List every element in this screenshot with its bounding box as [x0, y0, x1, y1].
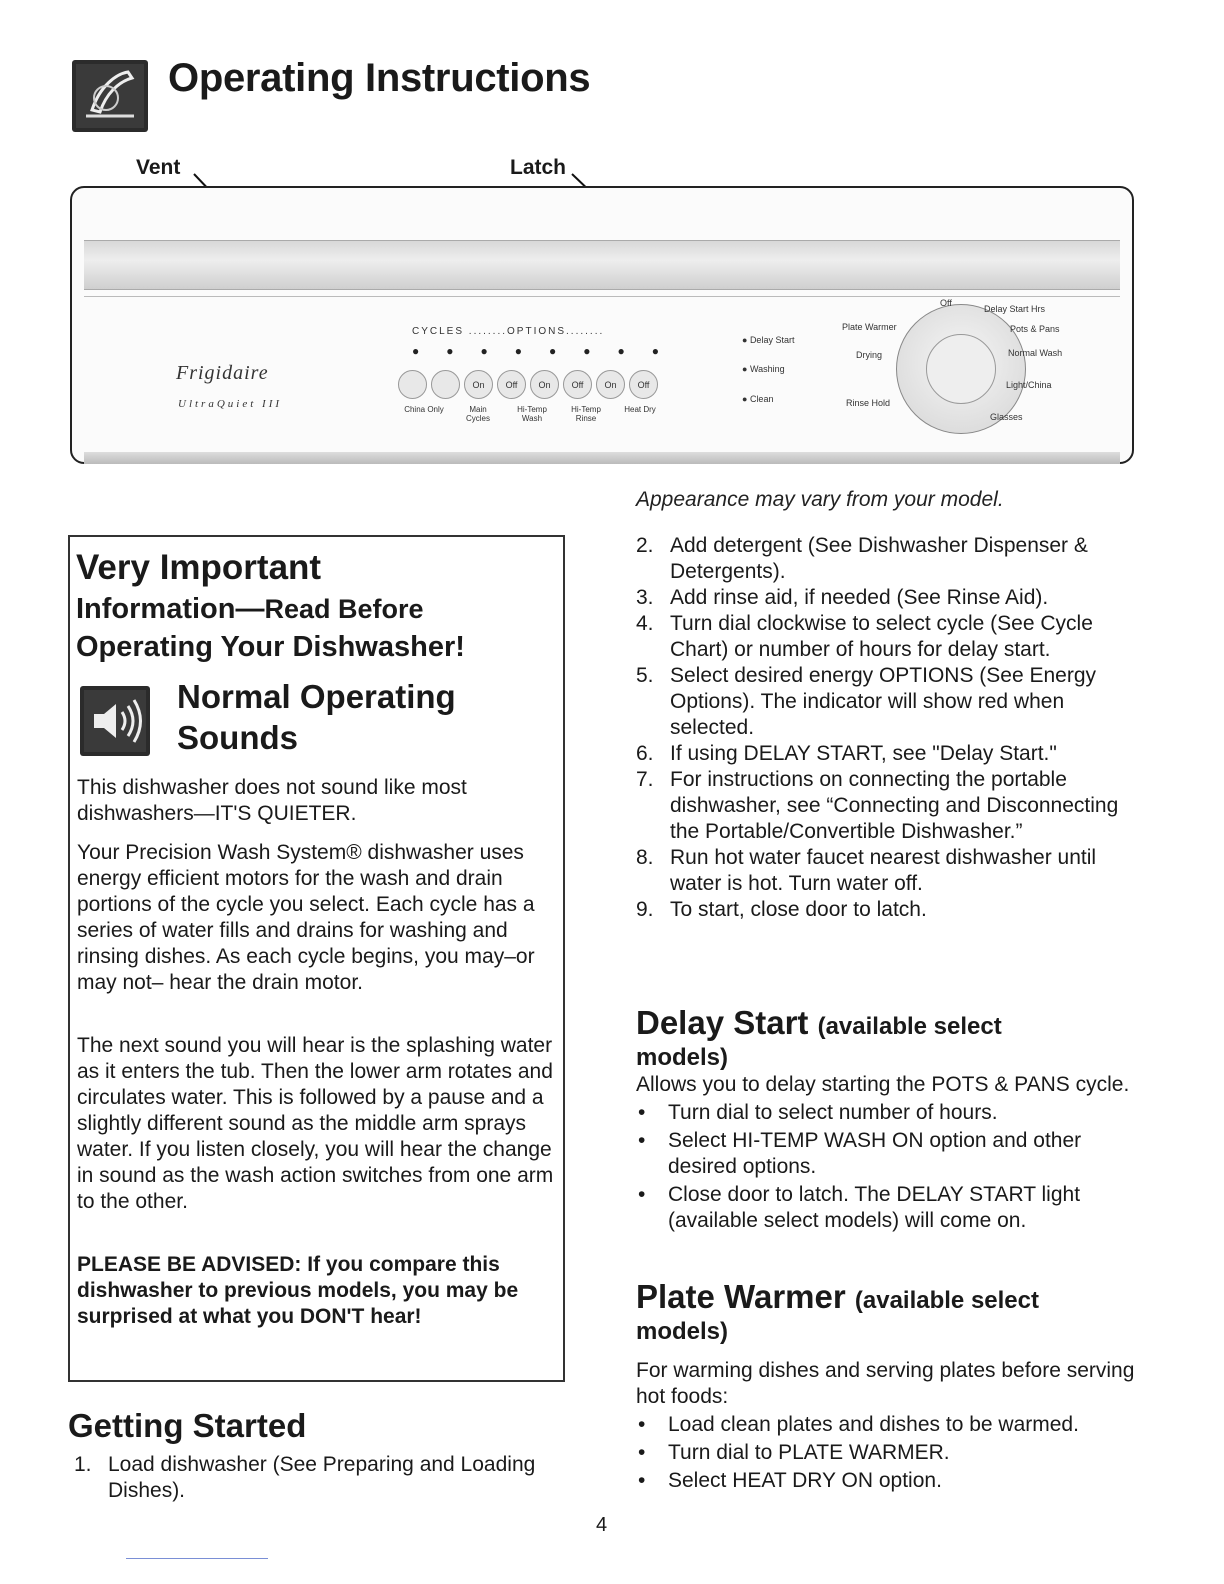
plate-warmer-intro: For warming dishes and serving plates before serving hot foods: — [636, 1359, 1135, 1408]
step-text: Turn dial clockwise to select cycle (See Cycle Chart) or number of hours for delay start. — [670, 612, 1093, 661]
bullet-text: Turn dial to PLATE WARMER. — [668, 1441, 950, 1464]
indicator-delay-start: ● Delay Start — [742, 335, 795, 345]
step-number: 9. — [636, 898, 654, 921]
appearance-note: Appearance may vary from your model. — [636, 488, 1004, 511]
heading-delay-start-models: models) — [636, 1044, 729, 1071]
panel-button-hitemp-wash-on[interactable]: On — [464, 370, 493, 399]
step-text: To start, close door to latch. — [670, 898, 927, 921]
panel-button-hitemp-rinse-on[interactable]: On — [530, 370, 559, 399]
step-number: 2. — [636, 534, 654, 557]
step-text: Select desired energy OPTIONS (See Energy Options). The indicator will show red when selected. — [670, 664, 1097, 739]
dial-label-glasses: Glasses — [990, 412, 1023, 422]
indicator-dots: ●●●●●●●● — [412, 344, 686, 358]
panel-buttons — [398, 370, 658, 399]
heading-part: Sounds — [177, 719, 298, 756]
list-item — [636, 845, 1141, 897]
panel-button-heat-dry-on[interactable]: On — [596, 370, 625, 399]
list-item — [636, 897, 1141, 923]
speaker-sound-icon — [80, 686, 150, 756]
cycle-dial-knob[interactable] — [926, 334, 996, 404]
para-next-sound: The next sound you will hear is the splashing water as it enters the tub. Then the lower arm rotates and circulates water. This is followed by a pause and a slightly different sound as the middle arm sprays water. If you listen closely, you will hear the change in sound as the wash action switches from one arm to the other. — [77, 1034, 554, 1213]
heading-part: Information— — [76, 593, 265, 625]
step-number: 6. — [636, 742, 654, 765]
getting-started-steps — [636, 533, 1141, 923]
heading-part: Operating Your Dishwasher! — [76, 631, 465, 663]
step-number: 7. — [636, 768, 654, 791]
panel-button-hitemp-wash-off[interactable]: Off — [497, 370, 526, 399]
cycles-options-heading: CYCLES ........OPTIONS........ — [412, 326, 605, 337]
list-item: • Load clean plates and dishes to be warmed. — [638, 1413, 1079, 1436]
panel-button-hitemp-rinse-off[interactable]: Off — [563, 370, 592, 399]
list-item: • Turn dial to PLATE WARMER. — [638, 1441, 950, 1464]
step-number: 3. — [636, 586, 654, 609]
bullet-text: Select HEAT DRY ON option. — [668, 1469, 942, 1492]
heading-part: (available select — [817, 1013, 1002, 1040]
list-item — [636, 767, 1141, 845]
para-quieter: This dishwasher does not sound like most dishwashers—IT'S QUIETER. — [77, 776, 467, 825]
indicator-label: Washing — [749, 364, 785, 374]
page-number: 4 — [596, 1514, 608, 1536]
step-text: Run hot water faucet nearest dishwasher until water is hot. Turn water off. — [670, 846, 1097, 895]
dial-label-pots-pans: Pots & Pans — [1010, 324, 1060, 334]
list-item — [636, 533, 1141, 585]
dial-label-off: Off — [940, 298, 952, 308]
vent-strip — [84, 240, 1120, 290]
vent-callout: Vent — [136, 156, 181, 179]
button-label: China Only — [404, 405, 444, 414]
heading-plate-warmer — [636, 1280, 1141, 1318]
para-please-be-advised: PLEASE BE ADVISED: If you compare this dishwasher to previous models, you may be surprised at what you DON'T hear! — [77, 1253, 519, 1328]
dial-label-rinse-hold: Rinse Hold — [846, 398, 891, 408]
heading-getting-started: Getting Started — [68, 1407, 307, 1444]
step-number: 8. — [636, 846, 654, 869]
step-number: 5. — [636, 664, 654, 687]
list-item — [636, 741, 1141, 767]
list-item: • Select HI-TEMP WASH ON option and other desired options. — [636, 1128, 1141, 1180]
heading-read-before — [76, 590, 556, 666]
plate-warmer-section — [636, 1280, 1141, 1494]
step-text: If using DELAY START, see "Delay Start." — [670, 742, 1057, 765]
heading-part: (available select — [854, 1287, 1039, 1314]
list-item: • Select HEAT DRY ON option. — [638, 1469, 942, 1492]
heading-part: Read Before — [264, 594, 424, 624]
panel-button-main[interactable] — [431, 370, 460, 399]
indicator-clean: ● Clean — [742, 394, 774, 404]
list-item — [636, 585, 1141, 611]
model-name: UltraQuiet III — [178, 398, 283, 410]
button-label: Heat Dry — [624, 405, 656, 414]
list-item: • Close door to latch. The DELAY START light (available select models) will come on. — [636, 1182, 1141, 1234]
heading-plate-warmer-models: models) — [636, 1318, 729, 1345]
heading-part: Normal Operating — [177, 678, 456, 715]
panel-button-labels — [404, 405, 660, 423]
panel-divider — [84, 296, 1120, 297]
dial-label-light-china: Light/China — [1006, 380, 1052, 390]
indicator-label: Delay Start — [749, 335, 795, 345]
dial-label-normal-wash: Normal Wash — [1008, 348, 1063, 358]
list-item — [636, 663, 1141, 741]
panel-button-china[interactable] — [398, 370, 427, 399]
dial-label-drying: Drying — [856, 350, 883, 360]
dial-label-delay-start: Delay Start Hrs — [984, 304, 1046, 314]
step-text: Add rinse aid, if needed (See Rinse Aid). — [670, 586, 1049, 609]
panel-bottom-edge — [84, 452, 1120, 464]
bullet-text: Close door to latch. The DELAY START light (available select models) will come on. — [668, 1183, 1081, 1232]
step-text: Add detergent (See Dishwasher Dispenser & Detergents). — [670, 534, 1088, 583]
step-text: Load dishwasher (See Preparing and Loading Dishes). — [108, 1453, 536, 1502]
button-label: Main Cycles — [465, 405, 490, 423]
heading-part: Delay Start — [636, 1004, 809, 1041]
step-text: For instructions on connecting the portable dishwasher, see “Connecting and Disconnecting the Portable/Convertible Dishwasher.” — [670, 768, 1119, 843]
list-item: • Turn dial to select number of hours. — [638, 1101, 998, 1124]
heading-normal-sounds — [177, 676, 537, 758]
bullet-text: Select HI-TEMP WASH ON option and other desired options. — [668, 1129, 1082, 1178]
delay-start-intro: Allows you to delay starting the POTS & PANS cycle. — [636, 1073, 1130, 1096]
list-item — [636, 611, 1141, 663]
indicator-label: Clean — [749, 394, 774, 404]
heading-part: Plate Warmer — [636, 1278, 846, 1315]
para-precision-wash: Your Precision Wash System® dishwasher uses energy efficient motors for the wash and drain portions of the cycle you select. Each cycle has a series of water fills and drains for washing and rinsing dishes. As each cycle begins, you may–or may not– hear the drain motor. — [77, 841, 535, 994]
heading-very-important: Very Important — [76, 548, 322, 587]
delay-start-section — [636, 1006, 1141, 1234]
footer-line — [126, 1558, 268, 1559]
step-number: 4. — [636, 612, 654, 635]
dial-label-plate-warmer: Plate Warmer — [842, 322, 897, 332]
heading-delay-start — [636, 1006, 1141, 1044]
button-label: Hi-Temp Rinse — [571, 405, 601, 423]
bullet-text: Turn dial to select number of hours. — [668, 1101, 998, 1124]
bullet-text: Load clean plates and dishes to be warmed. — [668, 1413, 1079, 1436]
panel-button-heat-dry-off[interactable]: Off — [629, 370, 658, 399]
step-number: 1. — [74, 1453, 92, 1476]
latch-callout: Latch — [510, 156, 567, 179]
indicator-washing: ● Washing — [742, 364, 785, 374]
list-item — [74, 1452, 544, 1504]
page-title: Operating Instructions — [168, 56, 591, 100]
brand-logo: Frigidaire — [176, 362, 269, 384]
button-label: Hi-Temp Wash — [517, 405, 547, 423]
